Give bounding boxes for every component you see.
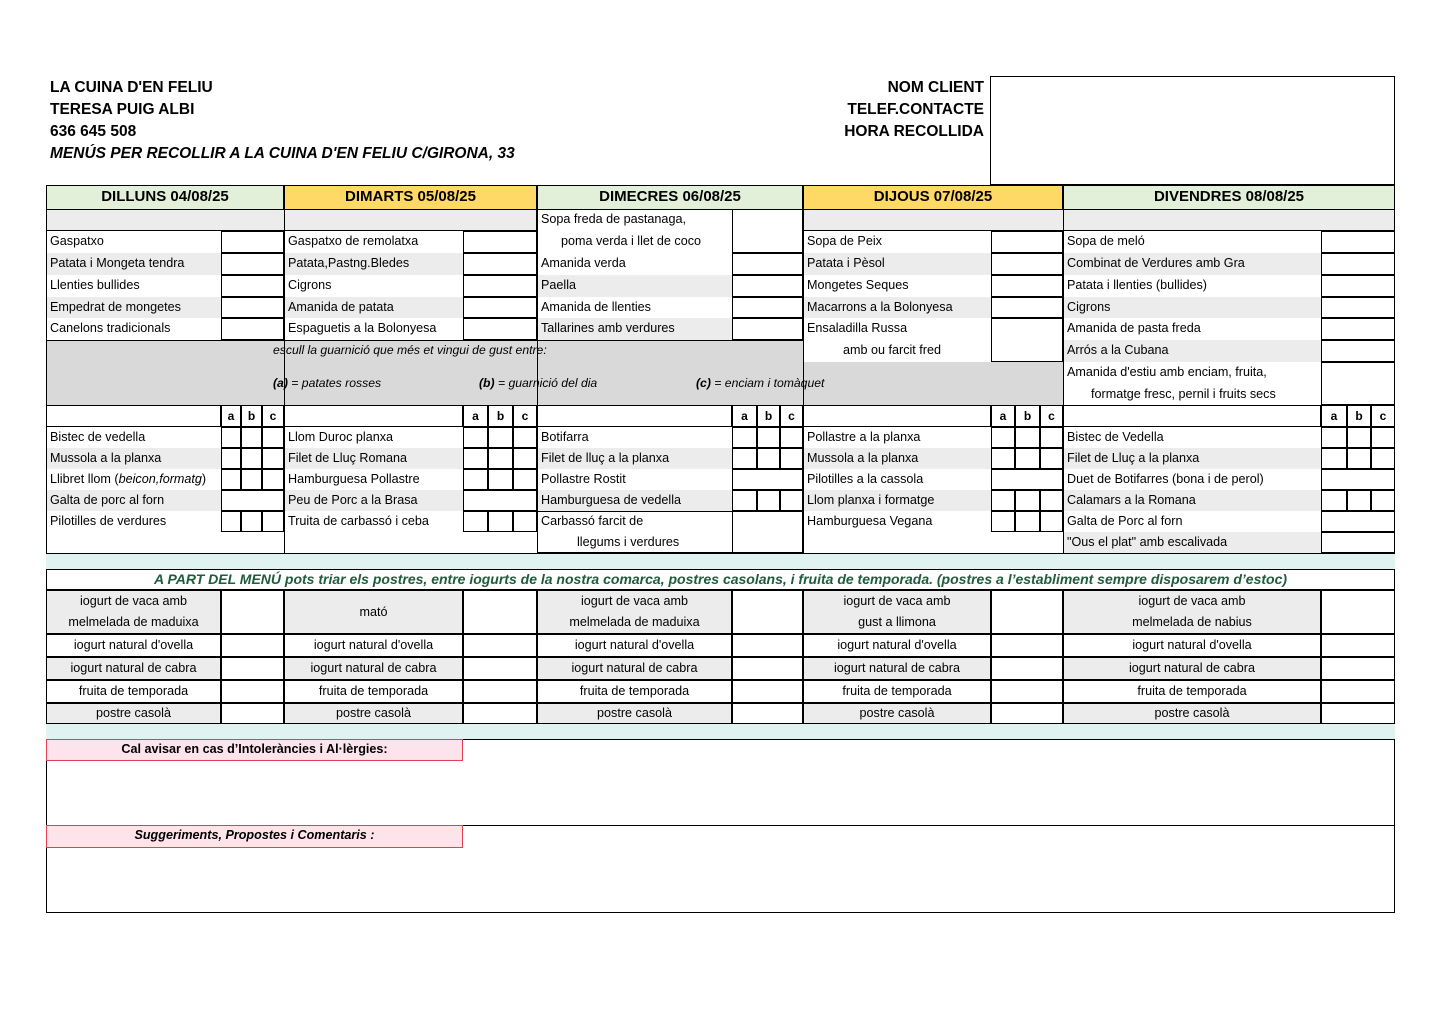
- dessert-item: [537, 590, 732, 634]
- second-course-checkbox[interactable]: [1321, 532, 1395, 553]
- second-course-item: Duet de Botifarres (bona i de perol): [1063, 469, 1321, 490]
- dessert-label: gust a llimona: [858, 615, 936, 629]
- dessert-label: postre casolà: [1154, 706, 1230, 720]
- garnish-b-checkbox[interactable]: [1015, 448, 1040, 469]
- dessert-label: fruita de temporada: [78, 684, 189, 698]
- dessert-item: [537, 680, 732, 703]
- first-course-item: Patata i Mongeta tendra: [46, 253, 221, 275]
- garnish-c-checkbox[interactable]: [1371, 427, 1395, 448]
- dessert-label: iogurt natural de cabra: [833, 661, 961, 675]
- garnish-c-checkbox[interactable]: [780, 448, 803, 469]
- garnish-b-checkbox[interactable]: [1347, 490, 1371, 511]
- garnish-option-c: (c) = enciam i tomàquet: [696, 376, 825, 390]
- garnish-a-checkbox[interactable]: [732, 448, 757, 469]
- day-divider: [1063, 209, 1064, 554]
- first-course-checkbox[interactable]: [1321, 297, 1395, 318]
- garnish-b-checkbox[interactable]: [757, 448, 780, 469]
- dessert-label: iogurt natural d'ovella: [574, 638, 695, 652]
- dessert-checkbox[interactable]: [221, 680, 284, 703]
- first-course-item: Sopa de meló: [1063, 231, 1321, 253]
- second-course-item: Truita de carbassó i ceba: [284, 511, 463, 532]
- second-course-checkbox[interactable]: [991, 469, 1063, 490]
- first-course-checkbox[interactable]: [991, 253, 1063, 275]
- first-course-checkbox[interactable]: [1321, 318, 1395, 340]
- first-course-item: Amanida verda: [537, 253, 732, 275]
- dessert-checkbox[interactable]: [463, 680, 537, 703]
- garnish-letter-b: b: [241, 405, 262, 427]
- garnish-c-checkbox[interactable]: [262, 448, 284, 469]
- spacer-row: [803, 209, 1395, 231]
- menu-subtitle: MENÚS PER RECOLLIR A LA CUINA D'EN FELIU C/GIRONA, 33: [50, 145, 515, 162]
- garnish-b-checkbox[interactable]: [1347, 448, 1371, 469]
- dessert-checkbox[interactable]: [991, 703, 1063, 724]
- first-course-checkbox[interactable]: [221, 318, 284, 340]
- business-name: LA CUINA D'EN FELIU: [50, 79, 213, 96]
- garnish-c-checkbox[interactable]: [1040, 511, 1063, 532]
- first-course-item: Amanida de llenties: [537, 297, 732, 318]
- dessert-checkbox[interactable]: [221, 590, 284, 634]
- first-course-item: Mongetes Seques: [803, 275, 991, 297]
- dessert-checkbox[interactable]: [991, 590, 1063, 634]
- dessert-checkbox[interactable]: [463, 657, 537, 680]
- second-course-item: Llom planxa i formatge: [803, 490, 991, 511]
- second-course-item: Pollastre a la planxa: [803, 427, 991, 448]
- first-course-item-cont: poma verda i llet de coco: [561, 234, 702, 248]
- garnish-b-checkbox[interactable]: [1347, 427, 1371, 448]
- second-course-item: Peu de Porc a la Brasa: [284, 490, 463, 511]
- first-course-checkbox[interactable]: [1321, 253, 1395, 275]
- dessert-item: [1063, 680, 1321, 703]
- client-phone-label: TELEF.CONTACTE: [847, 101, 984, 118]
- garnish-a-checkbox[interactable]: [463, 448, 488, 469]
- dessert-checkbox[interactable]: [991, 657, 1063, 680]
- garnish-a-checkbox[interactable]: [1321, 490, 1347, 511]
- first-course-item: Empedrat de mongetes: [46, 297, 221, 318]
- garnish-b-checkbox[interactable]: [1015, 511, 1040, 532]
- garnish-c-checkbox[interactable]: [1371, 490, 1395, 511]
- dessert-label: postre casolà: [597, 706, 672, 720]
- dessert-label: postre casolà: [96, 706, 171, 720]
- garnish-a-checkbox[interactable]: [463, 511, 488, 532]
- garnish-letter-c: c: [780, 405, 803, 427]
- first-course-item: Patata i Pèsol: [803, 253, 991, 275]
- first-course-item: Arrós a la Cubana: [1063, 340, 1321, 362]
- first-course-checkbox[interactable]: [991, 297, 1063, 318]
- first-course-item: Espaguetis a la Bolonyesa: [284, 318, 463, 340]
- garnish-b-checkbox[interactable]: [488, 427, 513, 448]
- pickup-time-label: HORA RECOLLIDA: [844, 123, 984, 140]
- dessert-label: fruita de temporada: [579, 684, 690, 698]
- garnish-header-blank: [284, 405, 463, 427]
- client-name-label: NOM CLIENT: [887, 79, 984, 96]
- garnish-a-checkbox[interactable]: [221, 469, 241, 490]
- day-header-0: DILLUNS 04/08/25: [46, 185, 284, 210]
- second-course-item: Calamars a la Romana: [1063, 490, 1321, 511]
- garnish-b-checkbox[interactable]: [241, 427, 262, 448]
- first-course-item: Amanida d'estiu amb enciam, fruita,: [1063, 362, 1321, 384]
- garnish-b-checkbox[interactable]: [488, 511, 513, 532]
- first-course-item: Gaspatxo de remolatxa: [284, 231, 463, 253]
- first-course-item: Llenties bullides: [46, 275, 221, 297]
- second-course-item: Carbassó farcit de: [537, 511, 732, 532]
- dessert-item: [46, 703, 221, 724]
- second-course-checkbox[interactable]: [463, 490, 537, 511]
- dessert-label: fruita de temporada: [1137, 684, 1247, 698]
- garnish-c-checkbox[interactable]: [262, 511, 284, 532]
- day-header-2: DIMECRES 06/08/25: [537, 185, 803, 210]
- garnish-c-checkbox[interactable]: [1040, 448, 1063, 469]
- dessert-item: [803, 703, 991, 724]
- second-course-item-cont: llegums i verdures: [577, 535, 680, 549]
- garnish-a-checkbox[interactable]: [991, 511, 1015, 532]
- garnish-letter-b: b: [757, 405, 780, 427]
- second-course-item: Hamburguesa Pollastre: [284, 469, 463, 490]
- dessert-item: [537, 634, 732, 657]
- dessert-checkbox[interactable]: [991, 634, 1063, 657]
- spacer-row: [46, 209, 537, 231]
- garnish-header-blank: [537, 405, 732, 427]
- garnish-a-checkbox[interactable]: [221, 427, 241, 448]
- first-course-item: Patata,Pastng.Bledes: [284, 253, 463, 275]
- garnish-a-checkbox[interactable]: [732, 427, 757, 448]
- first-course-checkbox[interactable]: [463, 231, 537, 253]
- garnish-letter-a: a: [463, 405, 488, 427]
- dessert-label: iogurt natural de cabra: [310, 661, 437, 675]
- garnish-a-checkbox[interactable]: [732, 490, 757, 511]
- second-course-checkbox[interactable]: [1321, 469, 1395, 490]
- client-info-field[interactable]: [990, 76, 1395, 185]
- first-course-checkbox[interactable]: [221, 297, 284, 318]
- dessert-item: [46, 657, 221, 680]
- first-course-checkbox[interactable]: [991, 318, 1063, 362]
- first-course-checkbox[interactable]: [1321, 340, 1395, 362]
- first-course-checkbox[interactable]: [463, 318, 537, 340]
- dessert-label: fruita de temporada: [318, 684, 429, 698]
- row-divider: [46, 340, 803, 341]
- garnish-c-checkbox[interactable]: [513, 448, 537, 469]
- dessert-label: melmelada de maduixa: [569, 615, 700, 629]
- dessert-checkbox[interactable]: [732, 657, 803, 680]
- second-course-item: "Ous el plat" amb escalivada: [1063, 532, 1321, 553]
- garnish-b-checkbox[interactable]: [757, 427, 780, 448]
- garnish-header-blank: [46, 405, 221, 427]
- first-course-checkbox[interactable]: [732, 275, 803, 297]
- second-course-item: Botifarra: [537, 427, 732, 448]
- second-course-item: Galta de porc al forn: [46, 490, 221, 511]
- garnish-c-checkbox[interactable]: [513, 469, 537, 490]
- day-header-4: DIVENDRES 08/08/25: [1063, 185, 1395, 210]
- garnish-b-checkbox[interactable]: [488, 448, 513, 469]
- dessert-item: [46, 590, 221, 634]
- second-course-item: Bistec de vedella: [46, 427, 221, 448]
- second-course-item: Llibret llom (beicon,formatg): [46, 469, 221, 490]
- garnish-option-a: (a) = patates rosses: [273, 376, 382, 390]
- first-course-checkbox[interactable]: [1321, 275, 1395, 297]
- section-separator: [46, 724, 1395, 739]
- garnish-c-checkbox[interactable]: [513, 427, 537, 448]
- dessert-label: melmelada de nabius: [1132, 615, 1252, 629]
- garnish-a-checkbox[interactable]: [1321, 448, 1347, 469]
- second-course-checkbox[interactable]: [732, 469, 803, 490]
- garnish-c-checkbox[interactable]: [780, 427, 803, 448]
- garnish-letter-a: a: [991, 405, 1015, 427]
- first-course-checkbox[interactable]: [732, 318, 803, 340]
- second-course-item: Bistec de Vedella: [1063, 427, 1321, 448]
- garnish-header-blank: [803, 405, 991, 427]
- dessert-item: [803, 634, 991, 657]
- dessert-checkbox[interactable]: [732, 703, 803, 724]
- dessert-item: [1063, 590, 1321, 634]
- garnish-c-checkbox[interactable]: [513, 511, 537, 532]
- dessert-label: iogurt de vaca amb: [843, 594, 951, 608]
- dessert-label: fruita de temporada: [842, 684, 952, 698]
- dessert-checkbox[interactable]: [221, 657, 284, 680]
- first-course-item-cont: formatge fresc, pernil i fruits secs: [1091, 387, 1276, 401]
- dessert-item: [803, 680, 991, 703]
- dessert-item: [1063, 634, 1321, 657]
- day-header-1: DIMARTS 05/08/25: [284, 185, 537, 210]
- garnish-letter-a: a: [1321, 405, 1347, 427]
- dessert-item: [284, 657, 463, 680]
- section-separator: [46, 553, 1395, 569]
- dessert-checkbox[interactable]: [732, 590, 803, 634]
- dessert-checkbox[interactable]: [463, 590, 537, 634]
- first-course-item: Patata i llenties (bullides): [1063, 275, 1321, 297]
- dessert-checkbox[interactable]: [463, 634, 537, 657]
- dessert-item: [803, 657, 991, 680]
- first-course-item: Canelons tradicionals: [46, 318, 221, 340]
- dessert-item: [1063, 657, 1321, 680]
- first-course-checkbox[interactable]: [463, 253, 537, 275]
- second-course-item: Filet de lluç a la planxa: [537, 448, 732, 469]
- dessert-checkbox[interactable]: [1321, 657, 1395, 680]
- garnish-letter-a: a: [221, 405, 241, 427]
- second-course-item: Hamburguesa Vegana: [803, 511, 991, 532]
- garnish-letter-b: b: [1347, 405, 1371, 427]
- first-course-checkbox[interactable]: [732, 209, 803, 253]
- dessert-item: [284, 703, 463, 724]
- garnish-letter-a: a: [732, 405, 757, 427]
- first-course-checkbox[interactable]: [463, 275, 537, 297]
- first-course-item: Gaspatxo: [46, 231, 221, 253]
- garnish-letter-c: c: [1040, 405, 1063, 427]
- dessert-label: postre casolà: [859, 706, 935, 720]
- garnish-option-b: (b) = guarnició del dia: [479, 376, 598, 390]
- garnish-b-checkbox[interactable]: [1015, 427, 1040, 448]
- garnish-b-checkbox[interactable]: [241, 511, 262, 532]
- first-course-item: Macarrons a la Bolonyesa: [803, 297, 991, 318]
- dessert-checkbox[interactable]: [221, 634, 284, 657]
- owner-name: TERESA PUIG ALBI: [50, 101, 195, 118]
- dessert-label: iogurt natural de cabra: [571, 661, 698, 675]
- first-course-checkbox[interactable]: [732, 253, 803, 275]
- dessert-checkbox[interactable]: [1321, 634, 1395, 657]
- dessert-checkbox[interactable]: [732, 680, 803, 703]
- first-course-item: Cigrons: [1063, 297, 1321, 318]
- garnish-b-checkbox[interactable]: [757, 490, 780, 511]
- dessert-item: [284, 634, 463, 657]
- first-course-item: Ensaladilla Russa: [803, 318, 991, 340]
- dessert-item: [284, 590, 463, 634]
- garnish-b-checkbox[interactable]: [241, 469, 262, 490]
- garnish-letter-c: c: [513, 405, 537, 427]
- first-course-item: Amanida de pasta freda: [1063, 318, 1321, 340]
- garnish-a-checkbox[interactable]: [991, 427, 1015, 448]
- first-course-checkbox[interactable]: [463, 297, 537, 318]
- day-header-3: DIJOUS 07/08/25: [803, 185, 1063, 210]
- garnish-a-checkbox[interactable]: [463, 469, 488, 490]
- dessert-checkbox[interactable]: [1321, 680, 1395, 703]
- dessert-item: [46, 680, 221, 703]
- garnish-a-checkbox[interactable]: [221, 448, 241, 469]
- second-course-item: Pilotilles de verdures: [46, 511, 221, 532]
- garnish-b-checkbox[interactable]: [1015, 490, 1040, 511]
- dessert-label: iogurt natural d'ovella: [1132, 638, 1252, 652]
- garnish-letter-c: c: [1371, 405, 1395, 427]
- second-course-item: Filet de Lluç a la planxa: [1063, 448, 1321, 469]
- garnish-c-checkbox[interactable]: [780, 490, 803, 511]
- garnish-intro: escull la guarnició que més et vingui de gust entre:: [273, 343, 547, 357]
- second-course-checkbox[interactable]: [221, 490, 284, 511]
- first-course-item: Amanida de patata: [284, 297, 463, 318]
- dessert-label: iogurt de vaca amb: [580, 594, 689, 608]
- garnish-b-checkbox[interactable]: [241, 448, 262, 469]
- second-course-item: Galta de Porc al forn: [1063, 511, 1321, 532]
- dessert-item: [803, 590, 991, 634]
- first-course-checkbox[interactable]: [1321, 362, 1395, 405]
- dessert-item: [46, 634, 221, 657]
- dessert-checkbox[interactable]: [463, 703, 537, 724]
- dessert-item: [537, 657, 732, 680]
- garnish-a-checkbox[interactable]: [221, 511, 241, 532]
- first-course-checkbox[interactable]: [1321, 231, 1395, 253]
- client-labels: [830, 77, 984, 143]
- first-course-checkbox[interactable]: [221, 253, 284, 275]
- garnish-letter-b: b: [488, 405, 513, 427]
- business-header: [50, 77, 515, 165]
- suggestions-label: Suggeriments, Propostes i Comentaris :: [46, 825, 463, 848]
- phone-number: 636 645 508: [50, 123, 137, 140]
- first-course-item: Combinat de Verdures amb Gra: [1063, 253, 1321, 275]
- first-course-item: Sopa de Peix: [803, 231, 991, 253]
- second-course-item: Filet de Lluç Romana: [284, 448, 463, 469]
- first-course-item: Tallarines amb verdures: [537, 318, 732, 340]
- second-course-checkbox[interactable]: [732, 511, 803, 553]
- first-course-item: Paella: [537, 275, 732, 297]
- dessert-label: iogurt natural d'ovella: [73, 638, 194, 652]
- dessert-label: postre casolà: [336, 706, 411, 720]
- garnish-a-checkbox[interactable]: [991, 448, 1015, 469]
- dessert-label: iogurt natural de cabra: [70, 661, 197, 675]
- garnish-a-checkbox[interactable]: [463, 427, 488, 448]
- dessert-item: [537, 703, 732, 724]
- dessert-checkbox[interactable]: [221, 703, 284, 724]
- first-course-checkbox[interactable]: [991, 231, 1063, 253]
- first-course-checkbox[interactable]: [221, 275, 284, 297]
- second-course-item: Mussola a la planxa: [803, 448, 991, 469]
- second-course-checkbox[interactable]: [1321, 511, 1395, 532]
- first-course-item-cont: amb ou farcit fred: [843, 343, 941, 357]
- dessert-checkbox[interactable]: [1321, 590, 1395, 634]
- dessert-checkbox[interactable]: [1321, 703, 1395, 724]
- first-course-item: Sopa freda de pastanaga,: [537, 209, 732, 231]
- garnish-c-checkbox[interactable]: [1040, 427, 1063, 448]
- second-course-item: Mussola a la planxa: [46, 448, 221, 469]
- garnish-c-checkbox[interactable]: [262, 469, 284, 490]
- allergies-label: Cal avisar en cas d’Intoleràncies i Al·lèrgies:: [46, 739, 463, 761]
- dessert-label: iogurt natural de cabra: [1128, 661, 1256, 675]
- garnish-a-checkbox[interactable]: [991, 490, 1015, 511]
- first-course-checkbox[interactable]: [991, 275, 1063, 297]
- dessert-checkbox[interactable]: [732, 634, 803, 657]
- first-course-checkbox[interactable]: [732, 297, 803, 318]
- first-course-checkbox[interactable]: [221, 231, 284, 253]
- dessert-label: iogurt natural d'ovella: [837, 638, 957, 652]
- dessert-item: [284, 680, 463, 703]
- row-divider: [46, 405, 1395, 406]
- garnish-letter-b: b: [1015, 405, 1040, 427]
- garnish-c-checkbox[interactable]: [262, 427, 284, 448]
- garnish-a-checkbox[interactable]: [1321, 427, 1347, 448]
- second-course-item: Pollastre Rostit: [537, 469, 732, 490]
- dessert-label: iogurt de vaca amb: [1138, 594, 1246, 608]
- garnish-c-checkbox[interactable]: [1040, 490, 1063, 511]
- garnish-header-blank: [1063, 405, 1321, 427]
- second-course-item: Hamburguesa de vedella: [537, 490, 732, 511]
- second-course-item: Llom Duroc planxa: [284, 427, 463, 448]
- dessert-banner: A PART DEL MENÚ pots triar els postres, entre iogurts de la nostra comarca, postres casolans, i fruita de temporada. (postres a l’establiment sempre disposarem d’estoc): [46, 569, 1395, 590]
- dessert-label: iogurt de vaca amb: [79, 594, 188, 608]
- garnish-c-checkbox[interactable]: [1371, 448, 1395, 469]
- dessert-checkbox[interactable]: [991, 680, 1063, 703]
- dessert-label: melmelada de maduixa: [68, 615, 199, 629]
- garnish-letter-c: c: [262, 405, 284, 427]
- second-course-item: Pilotilles a la cassola: [803, 469, 991, 490]
- garnish-b-checkbox[interactable]: [488, 469, 513, 490]
- dessert-label: iogurt natural d'ovella: [313, 638, 434, 652]
- dessert-label: mató: [359, 605, 388, 619]
- dessert-item: [1063, 703, 1321, 724]
- first-course-item: Cigrons: [284, 275, 463, 297]
